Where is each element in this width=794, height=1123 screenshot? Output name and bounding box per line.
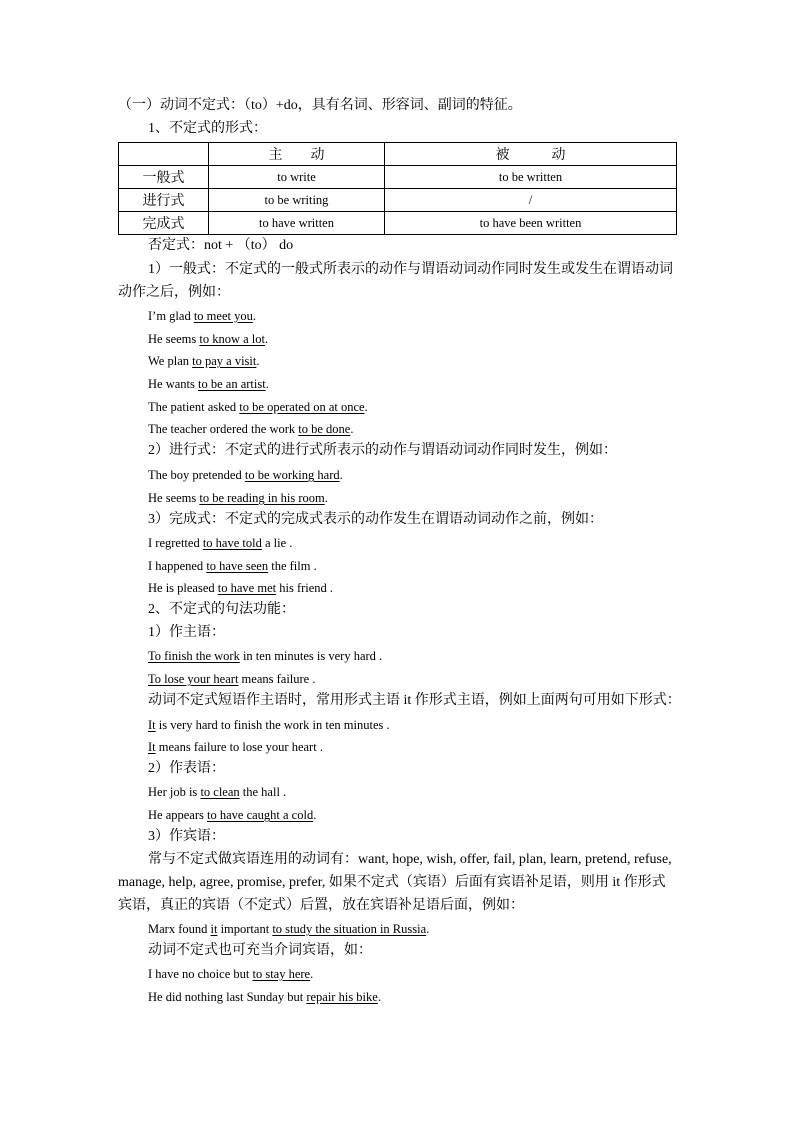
underlined-infinitive: to know a lot — [199, 332, 265, 346]
function-title: 1）作主语： — [148, 625, 225, 640]
underlined-infinitive: to pay a visit — [192, 354, 257, 368]
passive-cell: / — [385, 189, 677, 212]
underlined-infinitive: repair his bike — [306, 990, 378, 1004]
example-sentence: He seems to know a lot. — [148, 332, 269, 346]
table-header-cell — [119, 143, 209, 166]
underlined-infinitive: it — [210, 922, 218, 936]
underlined-infinitive: to study the situation in Russia — [272, 922, 427, 936]
example-sentence: The boy pretended to be working hard. — [148, 468, 343, 482]
underlined-infinitive: to have seen — [206, 559, 269, 573]
paragraph-line: manage, help, agree, promise, prefer, 如果不定式（宾语）后面有宾语补足语，则用 it 作形式 — [118, 875, 666, 890]
paragraph-line: 动词不定式也可充当介词宾语，如： — [148, 943, 372, 958]
table-header-row — [119, 143, 677, 166]
underlined-infinitive: to be reading in his room — [199, 491, 325, 505]
paragraph-line: 宾语，真正的宾语（不定式）后置，放在宾语补足语后面，例如： — [118, 898, 524, 913]
infinitive-forms-table — [118, 142, 677, 235]
example-sentence: It means failure to lose your heart . — [148, 740, 323, 754]
paragraph-line: 动词不定式短语作主语时，常用形式主语 it 作形式主语，例如上面两句可用如下形式： — [148, 693, 681, 708]
example-sentence: To lose your heart means failure . — [148, 672, 316, 686]
underlined-infinitive: to be an artist — [198, 377, 266, 391]
table-row — [119, 212, 677, 235]
example-sentence: Her job is to clean the hall . — [148, 785, 287, 799]
underlined-infinitive: To lose your heart — [148, 672, 239, 686]
row-label: 进行式 — [119, 189, 209, 212]
example-sentence: To finish the work in ten minutes is very hard . — [148, 649, 383, 663]
example-sentence: The patient asked to be operated on at once. — [148, 400, 368, 414]
paragraph-line: 3）完成式：不定式的完成式表示的动作发生在谓语动词动作之前，例如： — [148, 512, 603, 527]
example-sentence: I regretted to have told a lie . — [148, 536, 293, 550]
underlined-infinitive: to have caught a cold — [207, 808, 314, 822]
table-row — [119, 189, 677, 212]
paragraph-line: 1）一般式：不定式的一般式所表示的动作与谓语动词动作同时发生或发生在谓语动词 — [148, 262, 673, 277]
example-sentence: The teacher ordered the work to be done. — [148, 422, 354, 436]
subsection-title: 2、不定式的句法功能： — [148, 602, 295, 617]
example-sentence: I happened to have seen the film . — [148, 559, 317, 573]
underlined-infinitive: to stay here — [252, 967, 311, 981]
table-header-cell: 主 动 — [209, 143, 385, 166]
underlined-infinitive: It — [148, 718, 156, 732]
example-sentence: He did nothing last Sunday but repair his bike. — [148, 990, 381, 1004]
example-sentence: It is very hard to finish the work in ten minutes . — [148, 718, 390, 732]
underlined-infinitive: to be working hard — [244, 468, 340, 482]
example-sentence: I have no choice but to stay here. — [148, 967, 314, 981]
example-sentence: We plan to pay a visit. — [148, 354, 260, 368]
underlined-infinitive: It — [148, 740, 156, 754]
paragraph-line: 常与不定式做宾语连用的动词有：want, hope, wish, offer, fail, plan, learn, pretend, refuse, — [148, 852, 672, 867]
example-sentence: He appears to have caught a cold. — [148, 808, 317, 822]
example-sentence: He is pleased to have met his friend . — [148, 581, 334, 595]
underlined-infinitive: to meet you — [193, 309, 253, 323]
passive-cell: to have been written — [385, 212, 677, 235]
example-sentence: Marx found it important to study the situation in Russia. — [148, 922, 430, 936]
underlined-infinitive: to have told — [202, 536, 262, 550]
underlined-infinitive: to clean — [200, 785, 240, 799]
subsection-title: 1、不定式的形式： — [148, 121, 267, 136]
active-cell: to be writing — [209, 189, 385, 212]
example-sentence: He wants to be an artist. — [148, 377, 269, 391]
table-row — [119, 166, 677, 189]
underlined-infinitive: To finish the work — [148, 649, 240, 663]
function-title: 2）作表语： — [148, 761, 225, 776]
active-cell: to have written — [209, 212, 385, 235]
underlined-infinitive: to be operated on at once — [239, 400, 365, 414]
section-heading: （一）动词不定式：（to）+do，具有名词、形容词、副词的特征。 — [118, 98, 522, 113]
underlined-infinitive: to have met — [217, 581, 277, 595]
paragraph-line: 2）进行式：不定式的进行式所表示的动作与谓语动词动作同时发生，例如： — [148, 443, 617, 458]
passive-cell: to be written — [385, 166, 677, 189]
negation-form: 否定式：not + （to） do — [148, 238, 294, 253]
underlined-infinitive: to be done — [298, 422, 351, 436]
example-sentence: I’m glad to meet you. — [148, 309, 256, 323]
table-header-cell: 被 动 — [385, 143, 677, 166]
paragraph-line: 动作之后，例如： — [118, 285, 230, 300]
example-sentence: He seems to be reading in his room. — [148, 491, 328, 505]
function-title: 3）作宾语： — [148, 829, 225, 844]
row-label: 一般式 — [119, 166, 209, 189]
active-cell: to write — [209, 166, 385, 189]
row-label: 完成式 — [119, 212, 209, 235]
